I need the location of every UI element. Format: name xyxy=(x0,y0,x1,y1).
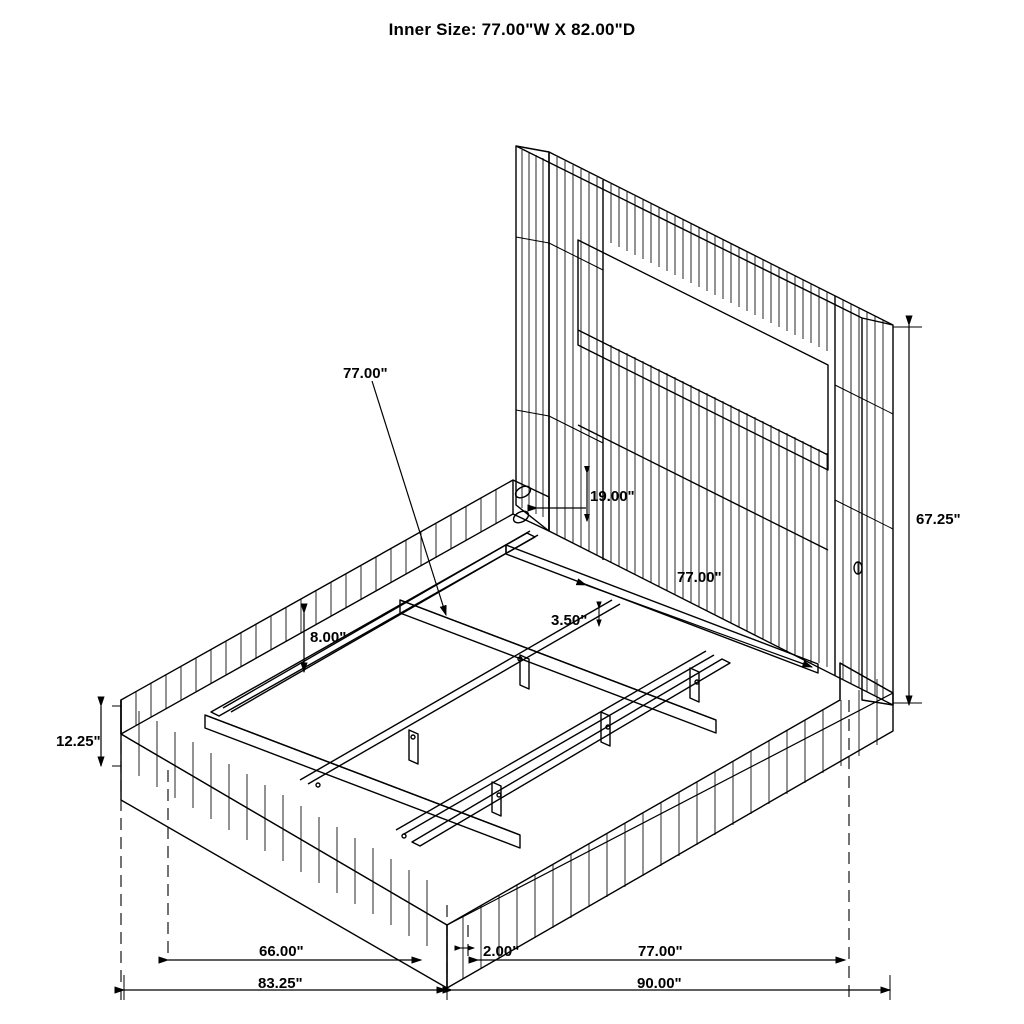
dimension-label-headboard-height: 67.25" xyxy=(916,511,961,528)
dimension-label-mattress-support-width: 77.00" xyxy=(677,569,722,586)
dimension-label-footboard-width: 77.00" xyxy=(638,943,683,960)
dimension-label-rail-to-slat-height: 8.00" xyxy=(310,629,347,646)
page-title: Inner Size: 77.00"W X 82.00"D xyxy=(388,20,636,39)
dimension-label-headboard-inner-width: 77.00" xyxy=(343,365,388,382)
dimension-label-inner-side-length: 66.00" xyxy=(259,943,304,960)
dimension-label-frame-clearance-height: 12.25" xyxy=(56,733,101,750)
dimension-label-overall-side-length: 83.25" xyxy=(258,975,303,992)
dimension-label-slat-thickness: 3.50" xyxy=(551,612,588,629)
dimension-label-overall-width: 90.00" xyxy=(637,975,682,992)
dimension-label-headboard-panel-height: 19.00" xyxy=(590,488,635,505)
dimension-label-side-rail-thickness: 2.00" xyxy=(483,943,520,960)
